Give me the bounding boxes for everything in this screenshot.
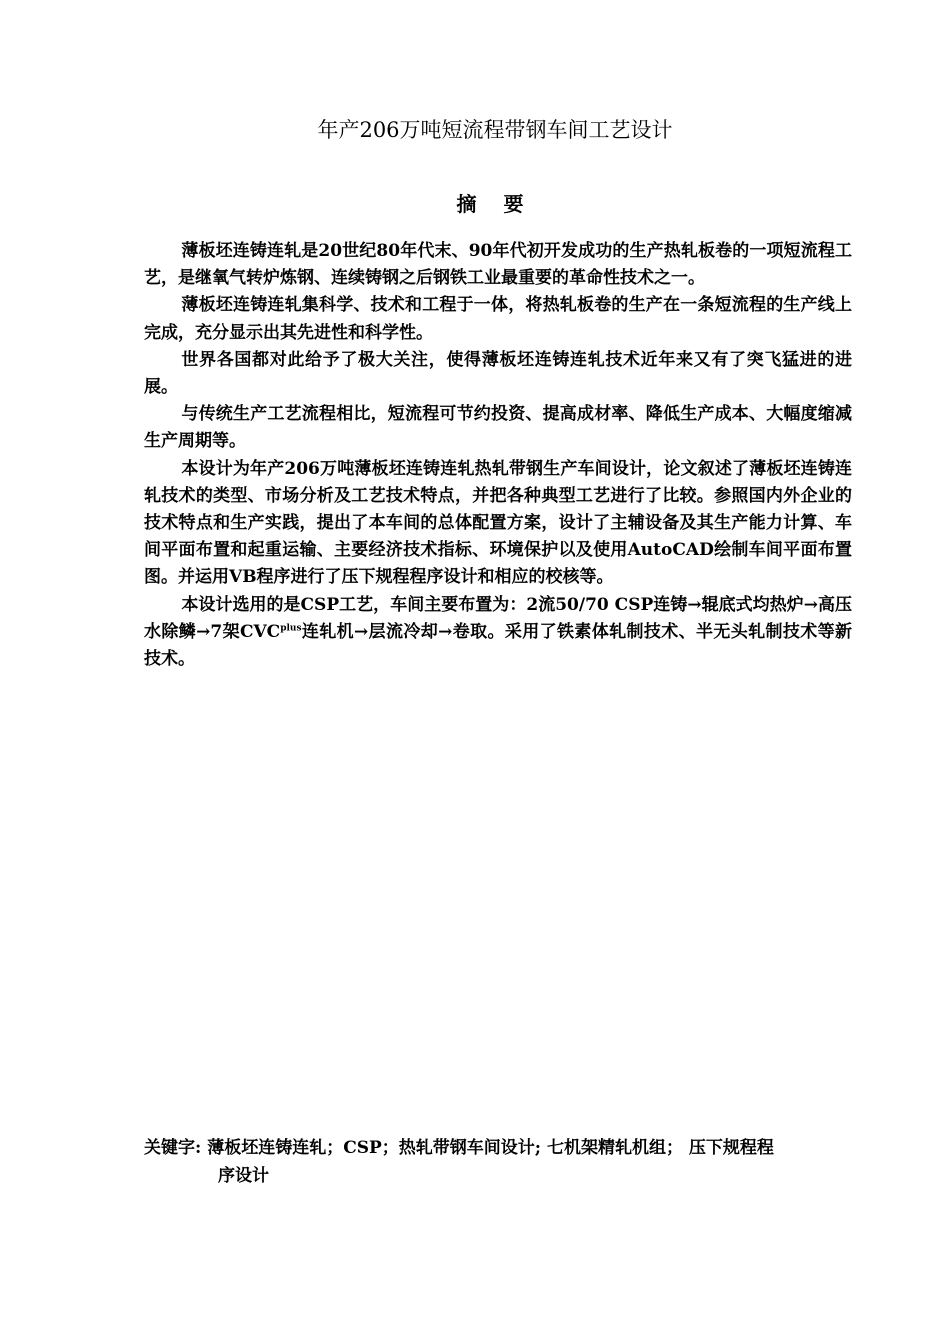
abstract-paragraph-5: 本设计为年产206万吨薄板坯连铸连轧热轧带钢生产车间设计，论文叙述了薄板坯连铸连轧技术的类型、市场分析及工艺技术特点，并把各种典型工艺进行了比较。参照国内外企业的技术特点和生产实践，提出了本车间的总体配置方案，设计了主辅设备及其生产能力计算、车间平面布置和起重运输、主要经济技术指标、环境保护以及使用AutoCAD绘制车间平面布置图。并运用VB程序进行了压下规程程序设计和相应的校核等。 [144, 458, 852, 588]
paragraph-6-text-a: 本设计选用的是CSP工艺，车间主要布置为：2流50/70 CSP连铸→辊底式均热炉→高压水除鳞→7架CVC [144, 594, 852, 642]
abstract-paragraph-1: 薄板坯连铸连轧是20世纪80年代末、90年代初开发成功的生产热轧板卷的一项短流程工艺，是继氧气转炉炼钢、连续铸钢之后钢铁工业最重要的革命性技术之一。 [144, 241, 852, 289]
abstract-heading: 摘 要 [456, 192, 534, 216]
keywords-line-2: 序设计 [218, 1166, 269, 1186]
keywords-list: 薄板坯连铸连轧；CSP；热轧带钢车间设计; 七机架精轧机组； 压下规程程 [201, 1138, 774, 1158]
keywords-section [144, 1134, 852, 1190]
abstract-paragraph-2: 薄板坯连铸连轧集科学、技术和工程于一体，将热轧板卷的生产在一条短流程的生产线上完成，充分显示出其先进性和科学性。 [144, 295, 852, 343]
keywords-label: 关键字: [144, 1138, 202, 1158]
abstract-body [144, 238, 852, 673]
abstract-paragraph-6 [144, 592, 852, 674]
paragraph-6-text-b: 连轧机→层流冷却→卷取。采用了铁素体轧制技术、半无头轧制技术等新技术。 [144, 621, 852, 670]
abstract-paragraph-4: 与传统生产工艺流程相比，短流程可节约投资、提高成材率、降低生产成本、大幅度缩减生产周期等。 [144, 404, 852, 452]
cvc-plus-superscript: plus [280, 623, 302, 634]
keywords-line-1 [144, 1134, 852, 1162]
document-title: 年产206万吨短流程带钢车间工艺设计 [317, 118, 673, 142]
abstract-paragraph-3: 世界各国都对此给予了极大关注，使得薄板坯连铸连轧技术近年来又有了突飞猛进的进展。 [144, 349, 852, 398]
